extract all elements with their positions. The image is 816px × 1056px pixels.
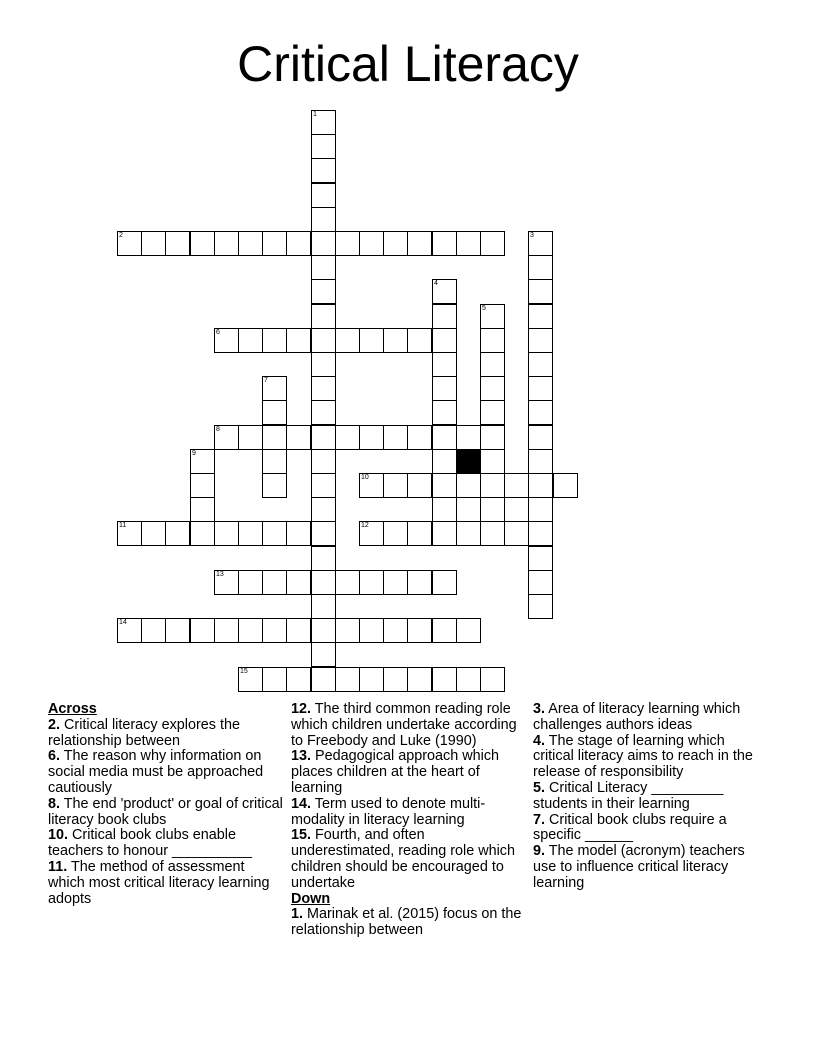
grid-cell[interactable] (480, 400, 505, 425)
grid-cell[interactable] (262, 376, 287, 401)
grid-cell[interactable] (262, 618, 287, 643)
grid-cell[interactable] (165, 618, 190, 643)
grid-cell[interactable] (214, 521, 239, 546)
grid-cell[interactable] (528, 231, 553, 256)
grid-cell[interactable] (359, 570, 384, 595)
grid-cell[interactable] (480, 352, 505, 377)
grid-cell[interactable] (311, 449, 336, 474)
down-clue-4 (533, 734, 769, 781)
grid-cell[interactable] (214, 231, 239, 256)
down-clue-9 (533, 844, 769, 891)
grid-cell[interactable] (480, 425, 505, 450)
grid-cell[interactable] (311, 667, 336, 692)
grid-cell[interactable] (528, 546, 553, 571)
grid-cell[interactable] (311, 618, 336, 643)
grid-cell[interactable] (214, 425, 239, 450)
grid-cell[interactable] (407, 667, 432, 692)
clue-text: The third common reading role which children undertake according to Freebody and Luke (1990) (291, 701, 517, 749)
clue-text: Critical Literacy _________ students in their learning (533, 779, 724, 812)
grid-cell[interactable] (311, 642, 336, 667)
grid-cell[interactable] (311, 594, 336, 619)
grid-cell[interactable] (528, 570, 553, 595)
cell-number: 3 (530, 232, 534, 239)
across-clue-15 (291, 828, 527, 891)
grid-cell[interactable] (335, 231, 360, 256)
clue-column-1 (48, 702, 284, 907)
cell-number: 12 (361, 522, 369, 529)
grid-cell[interactable] (311, 521, 336, 546)
cell-number: 6 (216, 329, 220, 336)
grid-cell[interactable] (286, 425, 311, 450)
across-clue-13 (291, 749, 527, 796)
grid-cell[interactable] (359, 667, 384, 692)
grid-cell[interactable] (407, 473, 432, 498)
across-clue-12 (291, 702, 527, 749)
clue-number: 6. (48, 748, 61, 765)
grid-cell[interactable] (262, 425, 287, 450)
grid-cell[interactable] (480, 497, 505, 522)
cell-number: 9 (192, 450, 196, 457)
grid-cell[interactable] (480, 328, 505, 353)
grid-cell[interactable] (432, 618, 457, 643)
clue-number: 8. (48, 795, 61, 812)
grid-cell[interactable] (286, 521, 311, 546)
grid-cell[interactable] (359, 618, 384, 643)
down-heading: Down (291, 890, 331, 907)
grid-cell[interactable] (407, 618, 432, 643)
clue-number: 3. (533, 701, 546, 717)
grid-cell[interactable] (407, 570, 432, 595)
grid-cell[interactable] (528, 255, 553, 280)
grid-cell[interactable] (528, 594, 553, 619)
grid-cell[interactable] (528, 473, 553, 498)
clue-text: The model (acronym) teachers use to influence critical literacy learning (533, 843, 745, 891)
grid-cell[interactable] (262, 231, 287, 256)
grid-cell[interactable] (528, 449, 553, 474)
grid-cell[interactable] (286, 570, 311, 595)
clue-number: 10. (48, 827, 69, 844)
cell-number: 8 (216, 426, 220, 433)
grid-cell[interactable] (311, 110, 336, 135)
grid-cell[interactable] (311, 352, 336, 377)
clue-text: Critical book clubs require a specific ______ (533, 811, 727, 844)
grid-cell[interactable] (480, 304, 505, 329)
clue-text: Term used to denote multi-modality in literacy learning (291, 795, 486, 828)
clue-number: 2. (48, 716, 61, 733)
cell-number: 7 (264, 377, 268, 384)
clue-number: 15. (291, 827, 312, 844)
grid-cell[interactable] (383, 328, 408, 353)
grid-cell[interactable] (407, 328, 432, 353)
grid-cell[interactable] (504, 521, 529, 546)
grid-cell[interactable] (286, 667, 311, 692)
grid-cell[interactable] (432, 449, 457, 474)
down-clue-3 (533, 702, 769, 734)
grid-cell[interactable] (456, 667, 481, 692)
grid-cell[interactable] (286, 231, 311, 256)
grid-cell[interactable] (383, 521, 408, 546)
grid-cell[interactable] (311, 207, 336, 232)
clue-text: Fourth, and often underestimated, reading role which children should be encouraged to undertake (291, 827, 515, 891)
grid-cell[interactable] (335, 570, 360, 595)
grid-cell[interactable] (262, 328, 287, 353)
clue-text: Pedagogical approach which places children at the heart of learning (291, 748, 500, 796)
grid-cell[interactable] (335, 618, 360, 643)
grid-cell[interactable] (311, 304, 336, 329)
clue-number: 4. (533, 732, 546, 749)
grid-cell[interactable] (528, 425, 553, 450)
grid-cell[interactable] (359, 328, 384, 353)
black-square (456, 449, 481, 474)
grid-cell[interactable] (528, 328, 553, 353)
clue-number: 11. (48, 858, 68, 875)
clue-text: Critical book clubs enable teachers to honour __________ (48, 827, 253, 860)
grid-cell[interactable] (286, 618, 311, 643)
grid-cell[interactable] (311, 546, 336, 571)
across-clue-6 (48, 749, 284, 796)
grid-cell[interactable] (383, 618, 408, 643)
grid-cell[interactable] (262, 570, 287, 595)
down-clue-1 (291, 907, 527, 939)
grid-cell[interactable] (553, 473, 578, 498)
grid-cell[interactable] (141, 618, 166, 643)
grid-cell[interactable] (311, 400, 336, 425)
grid-cell[interactable] (311, 158, 336, 183)
grid-cell[interactable] (238, 521, 263, 546)
grid-cell[interactable] (190, 521, 215, 546)
grid-cell[interactable] (141, 521, 166, 546)
grid-cell[interactable] (456, 231, 481, 256)
clue-number: 12. (291, 701, 312, 717)
grid-cell[interactable] (383, 473, 408, 498)
cell-number: 14 (119, 619, 127, 626)
clue-number: 14. (291, 795, 312, 812)
clue-number: 9. (533, 843, 546, 860)
grid-cell[interactable] (480, 376, 505, 401)
grid-cell[interactable] (262, 449, 287, 474)
cell-number: 1 (313, 111, 317, 118)
grid-cell[interactable] (432, 425, 457, 450)
grid-cell[interactable] (165, 231, 190, 256)
clue-text: Marinak et al. (2015) focus on the relationship between (291, 906, 522, 939)
down-clue-5 (533, 781, 769, 813)
grid-cell[interactable] (528, 400, 553, 425)
grid-cell[interactable] (311, 134, 336, 159)
clue-number: 1. (291, 906, 304, 923)
cell-number: 5 (482, 305, 486, 312)
grid-cell[interactable] (311, 376, 336, 401)
grid-cell[interactable] (528, 376, 553, 401)
grid-cell[interactable] (456, 618, 481, 643)
grid-cell[interactable] (311, 473, 336, 498)
grid-cell[interactable] (407, 231, 432, 256)
grid-cell[interactable] (528, 521, 553, 546)
grid-cell[interactable] (456, 425, 481, 450)
grid-cell[interactable] (165, 521, 190, 546)
grid-cell[interactable] (432, 667, 457, 692)
grid-cell[interactable] (432, 473, 457, 498)
grid-cell[interactable] (117, 618, 142, 643)
grid-cell[interactable] (214, 328, 239, 353)
grid-cell[interactable] (117, 521, 142, 546)
across-clue-8 (48, 797, 284, 829)
grid-cell[interactable] (335, 667, 360, 692)
grid-cell[interactable] (262, 667, 287, 692)
grid-cell[interactable] (504, 473, 529, 498)
cell-number: 13 (216, 571, 224, 578)
clue-text: The stage of learning which critical literacy aims to reach in the release of responsibility (533, 732, 753, 781)
clue-text: The reason why information on social media must be approached cautiously (48, 748, 264, 796)
grid-cell[interactable] (238, 570, 263, 595)
clue-number: 13. (291, 748, 312, 765)
grid-cell[interactable] (311, 279, 336, 304)
grid-cell[interactable] (456, 521, 481, 546)
grid-cell[interactable] (480, 231, 505, 256)
grid-cell[interactable] (432, 497, 457, 522)
grid-cell[interactable] (190, 497, 215, 522)
cell-number: 10 (361, 474, 369, 481)
clue-text: Critical literacy explores the relationship between (48, 716, 240, 749)
grid-cell[interactable] (311, 231, 336, 256)
grid-cell[interactable] (335, 425, 360, 450)
grid-cell[interactable] (432, 231, 457, 256)
grid-cell[interactable] (432, 279, 457, 304)
grid-cell[interactable] (190, 449, 215, 474)
grid-cell[interactable] (432, 570, 457, 595)
grid-cell[interactable] (480, 667, 505, 692)
grid-cell[interactable] (190, 473, 215, 498)
grid-cell[interactable] (528, 497, 553, 522)
grid-cell[interactable] (480, 449, 505, 474)
grid-cell[interactable] (238, 667, 263, 692)
grid-cell[interactable] (238, 618, 263, 643)
clue-text: Area of literacy learning which challenges authors ideas (533, 701, 741, 733)
across-clue-2 (48, 718, 284, 750)
grid-cell[interactable] (480, 473, 505, 498)
grid-cell[interactable] (262, 521, 287, 546)
grid-cell[interactable] (407, 425, 432, 450)
across-clue-11 (48, 860, 284, 907)
grid-cell[interactable] (311, 497, 336, 522)
grid-cell[interactable] (214, 570, 239, 595)
grid-cell[interactable] (286, 328, 311, 353)
across-clue-14 (291, 797, 527, 829)
grid-cell[interactable] (432, 304, 457, 329)
grid-cell[interactable] (335, 328, 360, 353)
puzzle-title: Critical Literacy (237, 36, 579, 92)
grid-cell[interactable] (311, 425, 336, 450)
grid-cell[interactable] (238, 328, 263, 353)
grid-cell[interactable] (528, 352, 553, 377)
grid-cell[interactable] (311, 328, 336, 353)
grid-cell[interactable] (480, 521, 505, 546)
across-heading: Across (48, 701, 97, 717)
grid-cell[interactable] (432, 521, 457, 546)
grid-cell[interactable] (383, 231, 408, 256)
grid-cell[interactable] (383, 667, 408, 692)
grid-cell[interactable] (117, 231, 142, 256)
grid-cell[interactable] (262, 400, 287, 425)
grid-cell[interactable] (238, 425, 263, 450)
grid-cell[interactable] (432, 328, 457, 353)
grid-cell[interactable] (383, 570, 408, 595)
clue-text: The end 'product' or goal of critical literacy book clubs (48, 795, 283, 828)
grid-cell[interactable] (190, 618, 215, 643)
clue-number: 5. (533, 779, 546, 796)
grid-cell[interactable] (528, 304, 553, 329)
grid-cell[interactable] (432, 352, 457, 377)
cell-number: 15 (240, 668, 248, 675)
cell-number: 2 (119, 232, 123, 239)
grid-cell[interactable] (359, 521, 384, 546)
grid-cell[interactable] (359, 231, 384, 256)
grid-cell[interactable] (359, 473, 384, 498)
grid-cell[interactable] (311, 255, 336, 280)
grid-cell[interactable] (262, 473, 287, 498)
grid-cell[interactable] (141, 231, 166, 256)
down-clue-7 (533, 813, 769, 845)
grid-cell[interactable] (432, 376, 457, 401)
grid-cell[interactable] (383, 425, 408, 450)
clue-column-3 (533, 702, 769, 892)
grid-cell[interactable] (407, 521, 432, 546)
grid-cell[interactable] (311, 570, 336, 595)
across-clue-10 (48, 828, 284, 860)
cell-number: 11 (119, 522, 127, 529)
clue-column-2 (291, 702, 527, 939)
grid-cell[interactable] (528, 279, 553, 304)
grid-cell[interactable] (456, 473, 481, 498)
cell-number: 4 (434, 280, 438, 287)
clue-number: 7. (533, 811, 546, 828)
clue-text: The method of assessment which most critical literacy learning adopts (48, 858, 270, 907)
grid-cell[interactable] (214, 618, 239, 643)
grid-cell[interactable] (311, 183, 336, 208)
grid-cell[interactable] (238, 231, 263, 256)
grid-cell[interactable] (359, 425, 384, 450)
grid-cell[interactable] (432, 400, 457, 425)
grid-cell[interactable] (190, 231, 215, 256)
